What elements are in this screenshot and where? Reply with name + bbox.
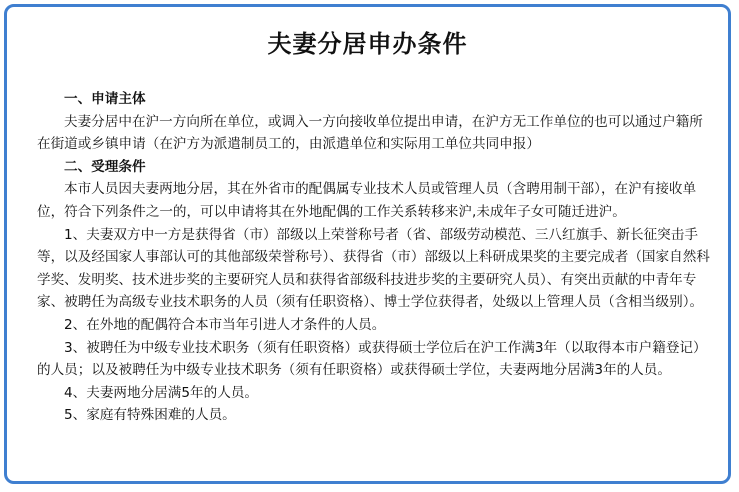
condition-item-2: 2、在外地的配偶符合本市当年引进人才条件的人员。 — [64, 316, 386, 333]
section-paragraph-applicant: 夫妻分居中在沪一方向所在单位，或调入一方向接收单位提出申请，在沪方无工作单位的也可以通过户籍所在街道或乡镇申请（在沪方为派遣制员工的，由派遣单位和实际用工单位共同申报） — [37, 113, 703, 153]
condition-item-5: 5、家庭有特殊困难的人员。 — [64, 407, 236, 424]
condition-item-4: 4、夫妻两地分居满5年的人员。 — [64, 384, 259, 401]
page-title: 夫妻分居申办条件 — [267, 30, 468, 58]
condition-item-3: 3、被聘任为中级专业技术职务（须有任职资格）或获得硕士学位后在沪工作满3年（以取得本市户籍登记）的人员；以及被聘任为中级专业技术职务（须有任职资格）或获得硕士学位，夫妻两地分居满3年的人员。 — [37, 339, 707, 379]
document-body — [37, 88, 714, 427]
condition-item-1: 1、夫妻双方中一方是获得省（市）部级以上荣誉称号者（省、部级劳动模范、三八红旗手、新长征突击手等，以及经国家人事部认可的其他部级荣誉称号）、获得省（市）部级以上科研成果奖的主要完成者（国家自然科学奖、发明奖、技术进步奖的主要研究人员和获得省部级科技进步奖的主要研究人员）、有突出贡献的中青年专家、被聘任为高级专业技术职务的人员（须有任职资格）、博士学位获得者，处级以上管理人员（含相当级别）。 — [37, 226, 710, 311]
section-heading-applicant: 一、申请主体 — [64, 91, 146, 107]
document-frame — [4, 4, 731, 484]
section-heading-conditions: 二、受理条件 — [64, 158, 146, 175]
section-paragraph-conditions: 本市人员因夫妻两地分居，其在外省市的配偶属专业技术人员或管理人员（含聘用制干部），在沪有接收单位，符合下列条件之一的，可以申请将其在外地配偶的工作关系转移来沪,未成年子女可随迁进沪。 — [37, 181, 697, 220]
